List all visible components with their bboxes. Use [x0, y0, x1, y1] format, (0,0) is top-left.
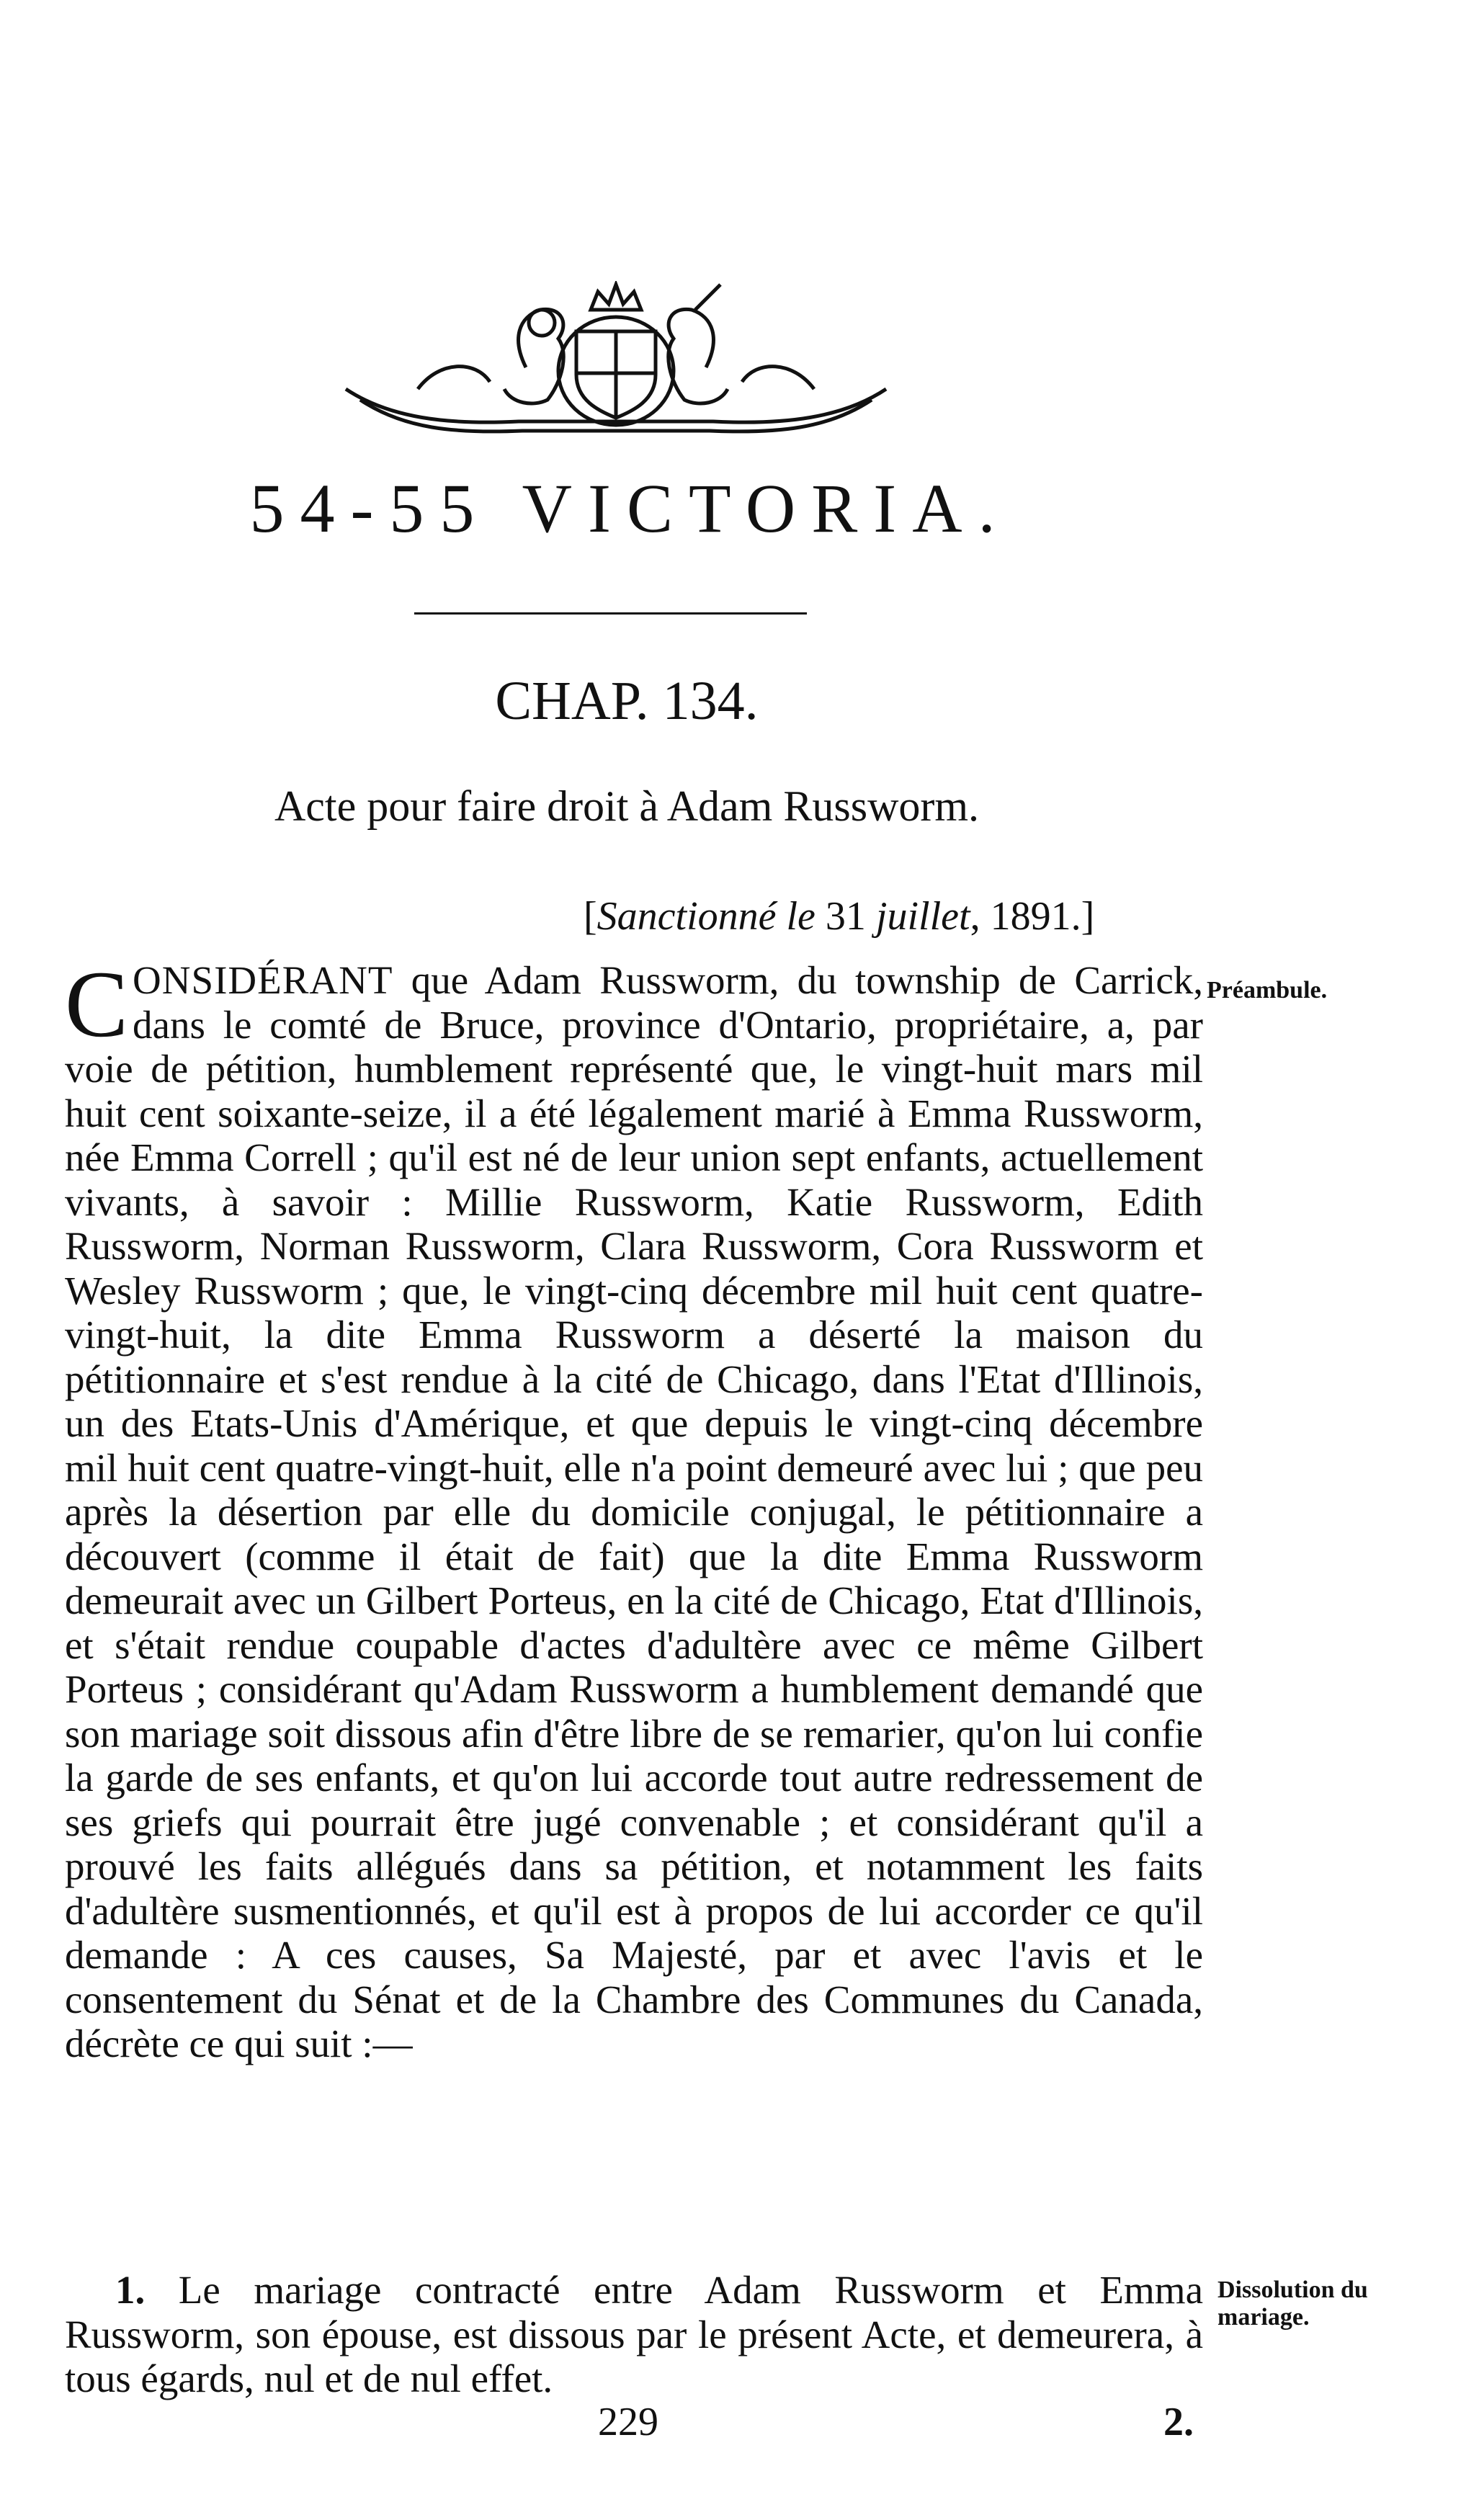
sanction-bracket: [	[584, 894, 597, 939]
margin-note-dissolution: Dissolution du mariage.	[1217, 2277, 1368, 2331]
sanction-year: , 1891.]	[970, 894, 1095, 939]
sanction-label: Sanctionné le	[596, 894, 816, 939]
regnal-year-heading: 54-55 VICTORIA.	[249, 470, 1011, 547]
margin-note-preamble: Préambule.	[1207, 977, 1328, 1004]
royal-coat-of-arms-icon	[331, 281, 901, 439]
section-number: 1.	[115, 2268, 146, 2312]
sanction-date	[584, 893, 1094, 939]
drop-cap: C	[65, 951, 129, 1057]
act-title: Acte pour faire droit à Adam Russworm.	[274, 782, 980, 830]
section-1-paragraph	[65, 2268, 1203, 2401]
divider-rule	[414, 612, 807, 615]
preamble-opening-word: ONSIDÉRANT	[133, 958, 393, 1002]
preamble-text: que Adam Russworm, du township de Carrick, dans le comté de Bruce, province d'Ontario, propriétaire, a, par voie de pétition, humblement représenté que, le vingt-huit mars mil huit cent soixante-seize, il a été légalement marié à Emma Russworm, née Emma Correll ; qu'il est né de leur union sept enfants, actuellement vivants, à savoir : Millie Russworm, Katie Russworm, Edith Russworm, Norman Russworm, Clara Russworm, Cora Russworm et Wesley Russworm ; que, le vingt-cinq décembre mil huit cent quatre-vingt-huit, la dite Emma Russworm a déserté la maison du pétitionnaire et s'est rendue à la cité de Chicago, dans l'Etat d'Illinois, un des Etats-Unis d'Amérique, et que depuis le vingt-cinq décembre mil huit cent quatre-vingt-huit, elle n'a point demeuré avec lui ; que peu après la désertion par elle du domicile conjugal, le pétitionnaire a découvert (comme il était de fait) que la dite Emma Russworm demeurait avec un Gilbert Porteus, en la cité de Chicago, Etat d'Illinois, et s'était rendue coupable d'actes d'adultère avec ce même Gilbert Porteus ; considérant qu'Adam Russworm a humblement demandé que son mariage soit dissous afin d'être libre de se remarier, qu'on lui confie la garde de ses enfants, et qu'on lui accorde tout autre redressement de ses griefs qui pourrait être jugé convenable ; et considérant qu'il a prouvé les faits allégués dans sa pétition, et notamment les faits d'adultère susmentionnés, et qu'il est à propos de lui accorder ce qu'il demande : A ces causes, Sa Majesté, par et avec l'avis et le consentement du Sénat et de la Chambre des Communes du Canada, décrète ce qui suit :—	[65, 958, 1203, 2065]
page-number: 229	[598, 2400, 658, 2444]
catchword: 2.	[1163, 2400, 1194, 2444]
sanction-month: juillet	[875, 894, 970, 939]
preamble-paragraph	[65, 951, 1203, 2066]
section-1-text: Le mariage contracté entre Adam Russworm et Emma Russworm, son épouse, est dissous par le présent Acte, et demeurera, à tous égards, nul et de nul effet.	[65, 2268, 1203, 2400]
sanction-day: 31	[815, 894, 876, 939]
chapter-number: CHAP. 134.	[495, 671, 759, 731]
